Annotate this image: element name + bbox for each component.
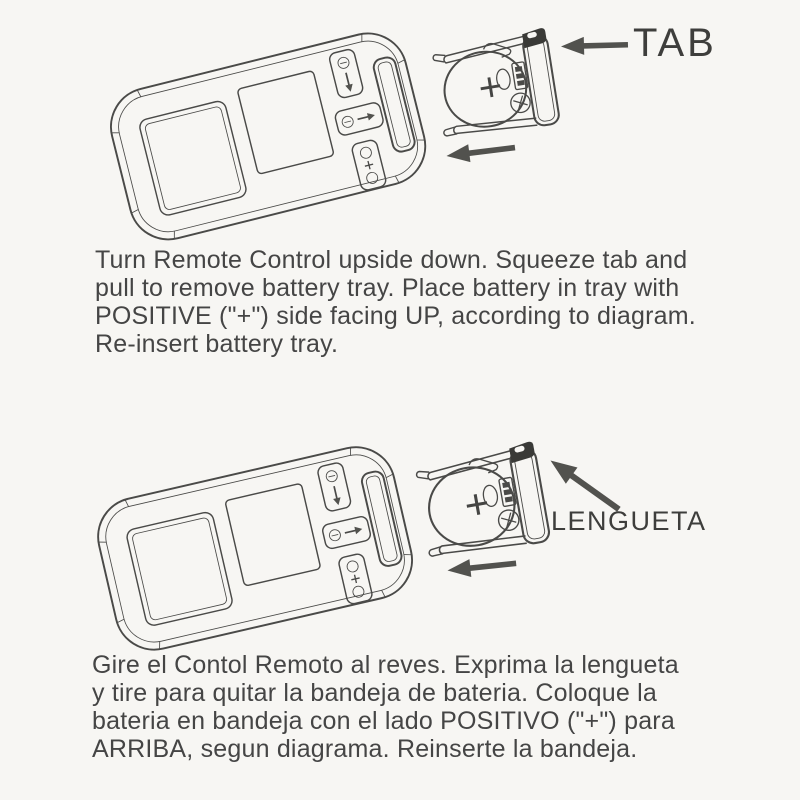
lengueta-callout-label: LENGUETA (551, 506, 707, 536)
pull-arrow-top-icon (445, 139, 516, 165)
instruction-line: POSITIVE ("+") side facing UP, according to diagram. (95, 302, 696, 330)
tab-arrow-icon (561, 36, 628, 56)
spanish-instructions (92, 651, 679, 763)
battery-positive-symbol: + (460, 478, 494, 530)
battery-tray-drawing-bottom (413, 441, 550, 561)
remote-control-drawing-top (103, 25, 434, 247)
instruction-line: pull to remove battery tray. Place battery in tray with (95, 274, 680, 302)
tab-callout-label: TAB (633, 21, 717, 65)
english-instructions (95, 246, 696, 358)
instruction-line: Gire el Contol Remoto al reves. Exprima la lengueta (92, 651, 679, 679)
instruction-line: y tire para quitar la bandeja de bateria. Coloque la (92, 679, 657, 707)
remote-control-drawing-bottom (90, 439, 419, 657)
pull-arrow-bottom-icon (447, 554, 518, 579)
instruction-line: bateria en bandeja con el lado POSITIVO ("+") para (92, 707, 675, 735)
battery-tray-drawing-top (430, 27, 560, 141)
battery-positive-symbol: + (475, 62, 506, 112)
instruction-line: Re-insert battery tray. (95, 330, 339, 358)
instruction-line: Turn Remote Control upside down. Squeeze tab and (95, 246, 688, 274)
instruction-line: ARRIBA, segun diagrama. Reinserte la bandeja. (92, 735, 638, 763)
